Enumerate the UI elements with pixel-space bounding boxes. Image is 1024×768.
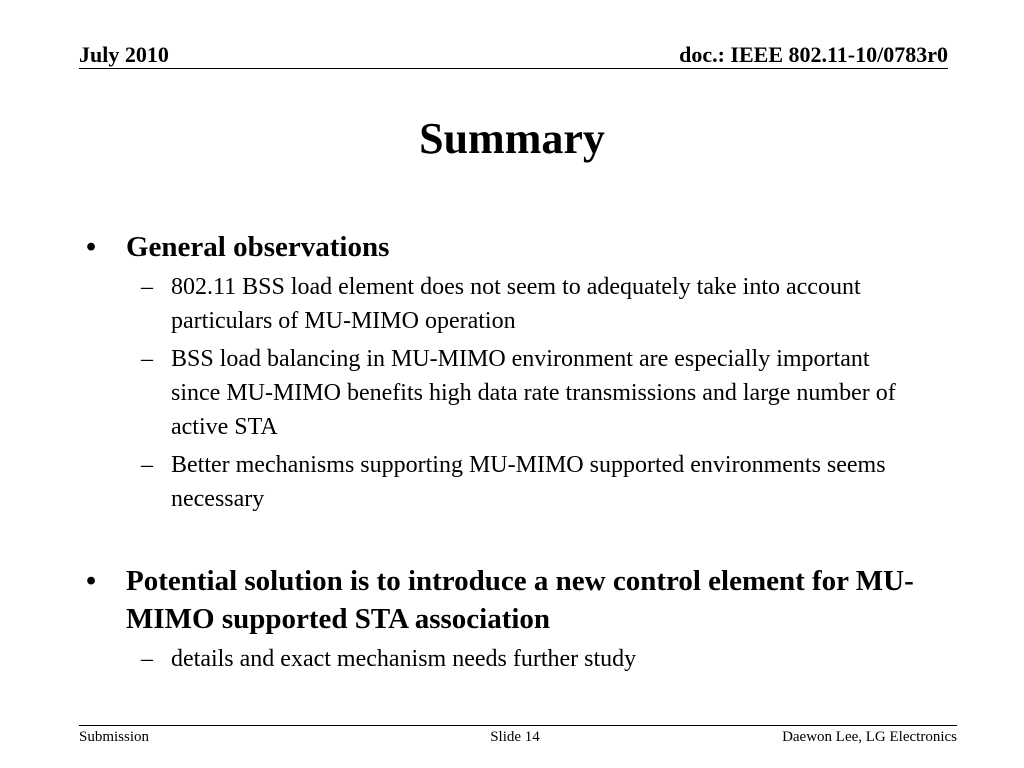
footer-slide-number: Slide 14 — [490, 729, 540, 745]
sub-bullet — [0, 342, 1024, 444]
dash-icon: – — [141, 346, 153, 372]
header-date: July 2010 — [79, 42, 169, 67]
dash-icon: – — [141, 646, 153, 672]
bullet-heading: General observations — [126, 231, 390, 263]
footer-author: Daewon Lee, LG Electronics — [782, 729, 957, 745]
slide-body — [0, 228, 1024, 676]
bullet-dot-icon: • — [86, 565, 97, 597]
sub-bullet-text: BSS load balancing in MU-MIMO environment are especially important since MU-MIMO benefits high data rate transmissions and large number of active STA — [171, 346, 896, 440]
bullet-potential-solution — [0, 562, 1024, 638]
sub-bullet — [0, 642, 1024, 676]
dash-icon: – — [141, 274, 153, 300]
header-doc-id: doc.: IEEE 802.11-10/0783r0 — [679, 42, 948, 67]
sub-bullet-text: 802.11 BSS load element does not seem to adequately take into account particulars of MU-MIMO operation — [171, 274, 861, 334]
slide-title: Summary — [419, 114, 605, 163]
sub-bullet-text: Better mechanisms supporting MU-MIMO supported environments seems necessary — [171, 452, 886, 512]
bullet-heading: Potential solution is to introduce a new control element for MU-MIMO supported STA association — [126, 565, 914, 635]
sub-bullet — [0, 448, 1024, 516]
bullet-general-observations — [0, 228, 1024, 266]
header-divider — [79, 68, 948, 69]
footer-submission: Submission — [79, 729, 150, 745]
dash-icon: – — [141, 452, 153, 478]
bullet-dot-icon: • — [86, 231, 97, 263]
sub-bullet-text: details and exact mechanism needs further study — [171, 646, 637, 672]
footer-divider — [79, 725, 957, 726]
sub-bullet — [0, 270, 1024, 338]
